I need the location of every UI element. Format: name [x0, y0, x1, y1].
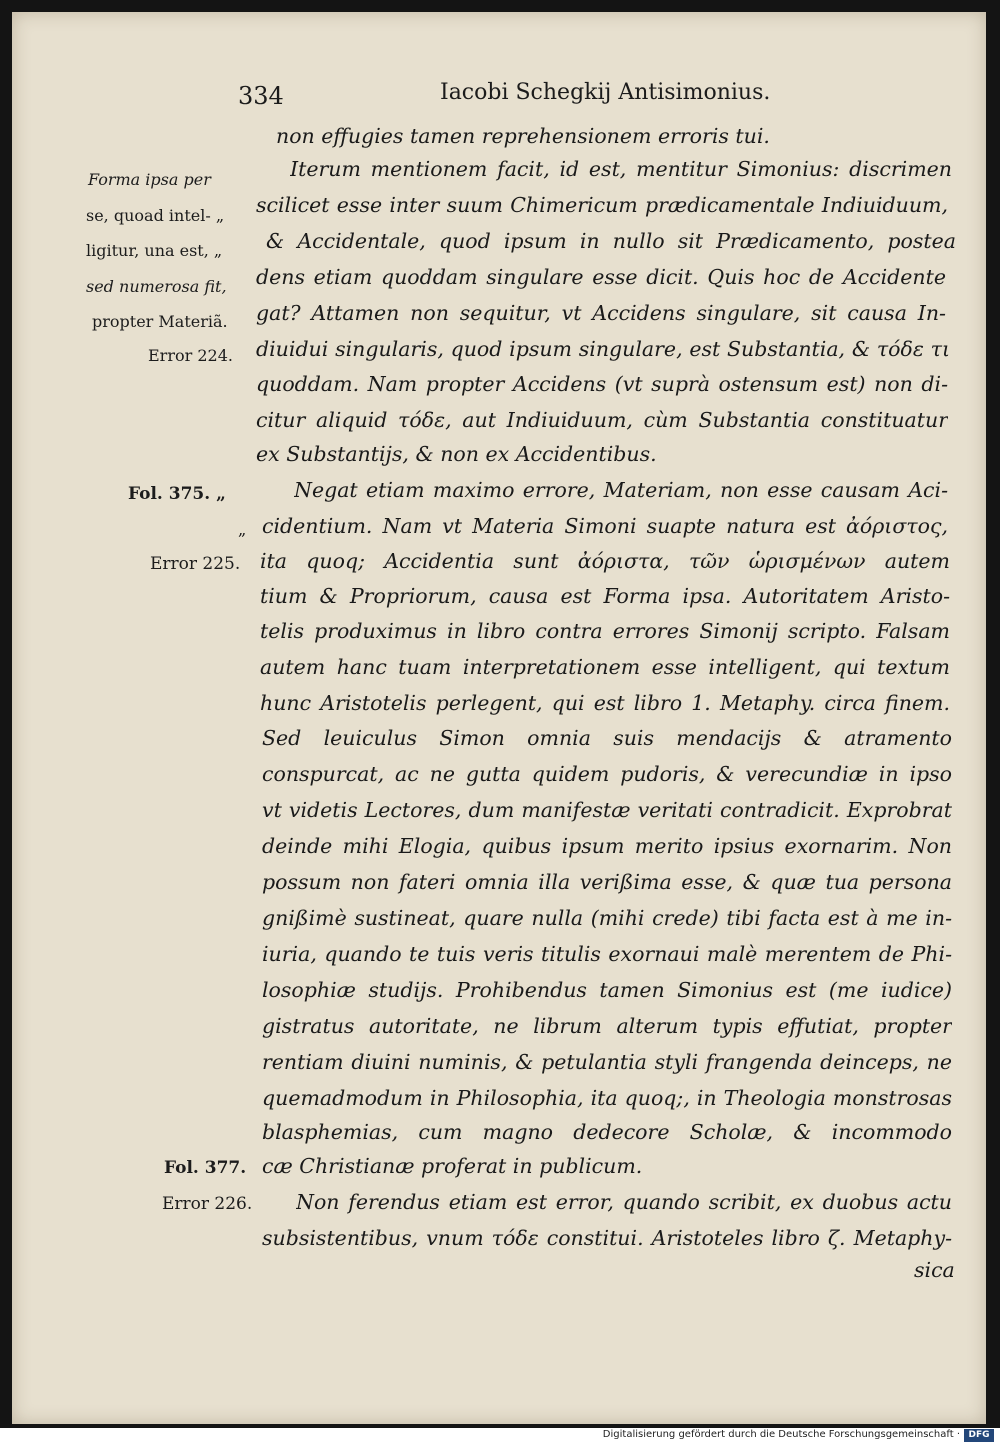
catchword: sica [914, 1258, 955, 1282]
text-line: quoddam. Nam propter Accidens (vt suprà ostensum est) non di- [256, 372, 948, 396]
text-line: blasphemias, cum magno dedecore Scholæ, & incommodo [262, 1120, 952, 1144]
text-line: subsistentibus, vnum τόδε constitui. Aristoteles libro ζ. Metaphy- [262, 1226, 952, 1250]
text-line: gnißimè sustineat, quare nulla (mihi crede) tibi facta est à me in- [262, 906, 952, 930]
text-line: gistratus autoritate, ne librum alterum typis effutiat, propter [262, 1014, 952, 1038]
footer-credit: Digitalisierung gefördert durch die Deutsche Forschungsgemeinschaft · [602, 1429, 960, 1440]
text-line: losophiæ studijs. Prohibendus tamen Simonius est (me iudice) [262, 978, 952, 1002]
margin-note: Forma ipsa per [88, 170, 211, 189]
text-line: citur aliquid τόδε, aut Indiuiduum, cùm Substantia constituatur [256, 408, 948, 432]
text-line: diuidui singularis, quod ipsum singulare, est Substantia, & τόδε τι [256, 337, 950, 361]
margin-note: se, quoad intel- „ [86, 206, 225, 225]
text-line: cæ Christianæ proferat in publicum. [262, 1154, 643, 1178]
text-line: Non ferendus etiam est error, quando scribit, ex duobus actu [296, 1190, 952, 1214]
text-line: tium & Propriorum, causa est Forma ipsa. Autoritatem Aristo- [260, 584, 950, 608]
margin-note-error: Error 226. [162, 1194, 253, 1214]
text-line: hunc Aristotelis perlegent, qui est libro 1. Metaphy. circa finem. [260, 691, 950, 715]
margin-note: sed numerosa fit, [86, 277, 227, 296]
text-line: autem hanc tuam interpretationem esse intelligent, qui textum [260, 655, 950, 679]
margin-note-error: Error 225. [150, 554, 241, 574]
text-line: telis produximus in libro contra errores Simonij scripto. Falsam [260, 619, 950, 643]
text-line: conspurcat, ac ne gutta quidem pudoris, & verecundiæ in ipso [262, 762, 952, 786]
text-line: vt videtis Lectores, dum manifestæ veritati contradicit. Exprobrat [262, 798, 952, 822]
running-head: Iacobi Schegkij Antisimonius. [440, 80, 771, 105]
margin-note-folio: Fol. 375. „ [128, 484, 226, 504]
text-line: deinde mihi Elogia, quibus ipsum merito ipsius exornarim. Non [262, 834, 952, 858]
margin-note: propter Materiã. [92, 312, 228, 331]
text-line: dens etiam quoddam singulare esse dicit. Quis hoc de Accidente [256, 265, 946, 289]
margin-note: ligitur, una est, „ [86, 241, 223, 260]
margin-note-folio: Fol. 377. [164, 1158, 247, 1178]
text-line: ita quoq; Accidentia sunt ἀόριστα, τῶν ὡρισμένων autem [260, 549, 950, 573]
text-line: possum non fateri omnia illa verißima esse, & quæ tua persona [262, 870, 952, 894]
text-line: non effugies tamen reprehensionem erroris tui. [276, 124, 770, 148]
text-line: iuria, quando te tuis veris titulis exornaui malè merentem de Phi- [262, 942, 952, 966]
text-line: ex Substantijs, & non ex Accidentibus. [256, 442, 657, 466]
text-line: & Accidentale, quod ipsum in nullo sit Prædicamento, postea [266, 229, 956, 253]
margin-note: „ [238, 520, 247, 539]
text-line: scilicet esse inter suum Chimericum prædicamentale Indiuiduum, [256, 193, 948, 217]
text-line: cidentium. Nam vt Materia Simoni suapte natura est ἀόριστος, [262, 514, 948, 538]
text-line: gat? Attamen non sequitur, vt Accidens singulare, sit causa In- [256, 301, 946, 325]
page-number: 334 [238, 82, 284, 110]
text-line: Negat etiam maximo errore, Materiam, non esse causam Aci- [294, 478, 948, 502]
margin-note-error: Error 224. [148, 346, 233, 365]
text-line: quemadmodum in Philosophia, ita quoq;, in Theologia monstrosas [262, 1086, 952, 1110]
text-line: Sed leuiculus Simon omnia suis mendacijs & atramento [262, 726, 952, 750]
dfg-logo: DFG [964, 1429, 994, 1442]
text-line: Iterum mentionem facit, id est, mentitur Simonius: discrimen [290, 157, 952, 181]
text-line: rentiam diuini numinis, & petulantia styli frangenda deinceps, ne [262, 1050, 952, 1074]
